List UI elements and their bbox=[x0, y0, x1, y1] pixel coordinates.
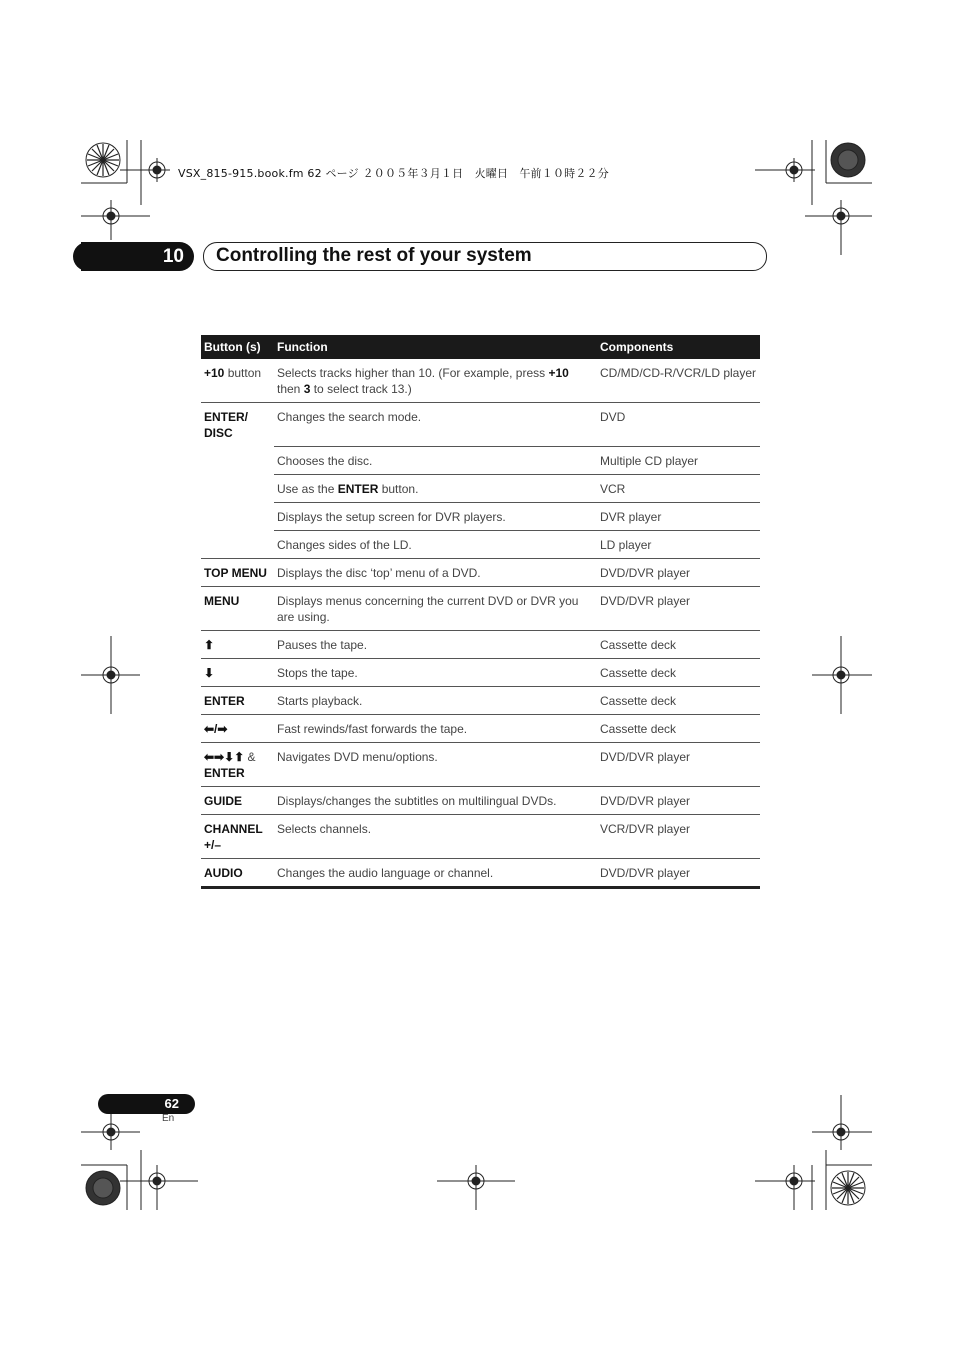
component-cell: VCR bbox=[597, 474, 760, 502]
function-cell: Changes the search mode. bbox=[274, 403, 597, 447]
function-cell: Navigates DVD menu/options. bbox=[274, 742, 597, 786]
button-cell: ENTER/ DISC bbox=[204, 410, 249, 440]
table-row bbox=[201, 474, 760, 502]
function-text: to select track 13.) bbox=[310, 382, 412, 396]
button-name: +10 bbox=[204, 366, 225, 380]
left-right-arrow-icon: ⬅/➡ bbox=[201, 714, 274, 742]
button-connector: & bbox=[244, 749, 256, 764]
table-row bbox=[201, 502, 760, 530]
button-cell bbox=[201, 474, 274, 502]
table-row bbox=[201, 714, 760, 742]
table-row bbox=[201, 586, 760, 630]
component-cell: Multiple CD player bbox=[597, 446, 760, 474]
button-cell: CHANNEL +/– bbox=[201, 814, 274, 858]
function-cell: Displays the disc ‘top’ menu of a DVD. bbox=[274, 558, 597, 586]
function-cell: Chooses the disc. bbox=[274, 446, 597, 474]
function-cell: Pauses the tape. bbox=[274, 630, 597, 658]
function-cell: Changes sides of the LD. bbox=[274, 530, 597, 558]
function-text: button. bbox=[378, 481, 419, 496]
function-cell bbox=[274, 359, 597, 403]
component-cell: Cassette deck bbox=[597, 686, 760, 714]
function-key: ENTER bbox=[337, 481, 379, 496]
component-cell: Cassette deck bbox=[597, 658, 760, 686]
component-cell: Cassette deck bbox=[597, 630, 760, 658]
table-row bbox=[201, 446, 760, 474]
button-cell bbox=[201, 742, 274, 786]
header-function: Function bbox=[274, 335, 597, 359]
button-function-table bbox=[201, 335, 760, 889]
table-row bbox=[201, 858, 760, 887]
button-name: ENTER bbox=[204, 765, 245, 780]
component-cell: VCR/DVR player bbox=[597, 814, 760, 858]
component-cell: DVD/DVR player bbox=[597, 858, 760, 887]
table-row bbox=[201, 786, 760, 814]
function-cell: Starts playback. bbox=[274, 686, 597, 714]
function-key: +10 bbox=[548, 366, 569, 380]
table-row bbox=[201, 359, 760, 403]
registration-sunburst-icon bbox=[86, 1171, 120, 1205]
button-cell bbox=[201, 359, 274, 403]
component-cell: DVD/DVR player bbox=[597, 586, 760, 630]
header-button: Button (s) bbox=[201, 335, 274, 359]
file-header: VSX_815-915.book.fm 62 ページ ２００５年３月１日 火曜日 午前１０時２２分 bbox=[178, 167, 609, 180]
function-cell: Changes the audio language or channel. bbox=[274, 858, 597, 887]
table-row bbox=[201, 403, 760, 447]
button-cell bbox=[201, 530, 274, 558]
registration-sunburst-icon bbox=[831, 143, 865, 177]
cursor-arrows-icon: ⬅➡⬇⬆ bbox=[204, 749, 245, 764]
table-row bbox=[201, 630, 760, 658]
component-cell: CD/MD/CD-R/VCR/LD player bbox=[597, 359, 760, 403]
chapter-number: 10 bbox=[81, 242, 194, 271]
button-cell: AUDIO bbox=[201, 858, 274, 887]
function-cell: Stops the tape. bbox=[274, 658, 597, 686]
function-text: Use as the bbox=[277, 481, 338, 496]
up-arrow-icon: ⬆ bbox=[201, 630, 274, 658]
button-cell: GUIDE bbox=[201, 786, 274, 814]
function-text: Selects tracks higher than 10. (For example, press bbox=[277, 366, 549, 380]
table-row bbox=[201, 742, 760, 786]
component-cell: DVD/DVR player bbox=[597, 558, 760, 586]
table-row bbox=[201, 558, 760, 586]
component-cell: Cassette deck bbox=[597, 714, 760, 742]
table-row bbox=[201, 658, 760, 686]
component-cell: DVD/DVR player bbox=[597, 742, 760, 786]
button-cell: MENU bbox=[201, 586, 274, 630]
down-arrow-icon: ⬇ bbox=[201, 658, 274, 686]
component-cell: DVD bbox=[597, 403, 760, 447]
table-row bbox=[201, 686, 760, 714]
button-suffix: button bbox=[224, 366, 262, 380]
function-cell: Displays menus concerning the current DVD or DVR you are using. bbox=[274, 586, 597, 630]
chapter-title: Controlling the rest of your system bbox=[203, 242, 767, 271]
function-cell bbox=[274, 474, 597, 502]
table-row bbox=[201, 530, 760, 558]
function-text: then bbox=[277, 382, 304, 396]
function-cell: Selects channels. bbox=[274, 814, 597, 858]
button-cell: ENTER bbox=[201, 686, 274, 714]
function-cell: Displays the setup screen for DVR players. bbox=[274, 502, 597, 530]
registration-sunburst-icon bbox=[86, 143, 120, 177]
language-label: En bbox=[162, 1113, 175, 1124]
button-cell bbox=[201, 502, 274, 530]
function-cell: Fast rewinds/fast forwards the tape. bbox=[274, 714, 597, 742]
registration-sunburst-icon bbox=[831, 1171, 865, 1205]
page-number: 62 bbox=[98, 1094, 195, 1114]
function-key: 3 bbox=[303, 382, 311, 396]
component-cell: LD player bbox=[597, 530, 760, 558]
component-cell: DVD/DVR player bbox=[597, 786, 760, 814]
table-row bbox=[201, 814, 760, 858]
header-components: Components bbox=[597, 335, 760, 359]
button-cell: TOP MENU bbox=[201, 558, 274, 586]
component-cell: DVR player bbox=[597, 502, 760, 530]
function-cell: Displays/changes the subtitles on multilingual DVDs. bbox=[274, 786, 597, 814]
button-cell bbox=[201, 446, 274, 474]
